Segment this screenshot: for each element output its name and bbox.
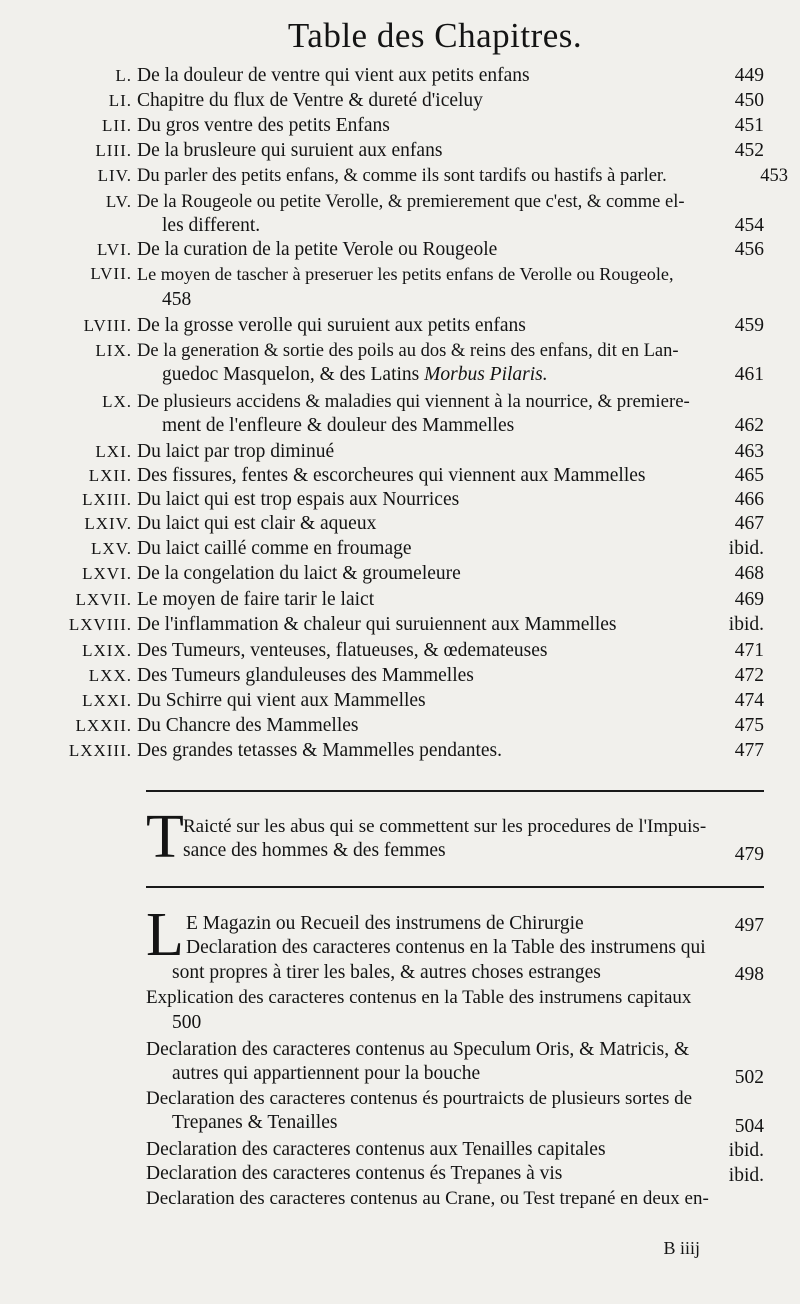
chapter-title: De la congelation du laict & groumeleure	[137, 563, 461, 584]
chapter-number: LXVI.	[82, 564, 132, 583]
page-number: 452	[734, 140, 764, 161]
chapter-number: LXVIII.	[68, 615, 132, 634]
chapter-title: Chapitre du flux de Ventre & dureté d'iceluy	[137, 90, 483, 111]
page-number: 479	[734, 844, 764, 865]
chapter-number: LXXI.	[82, 691, 132, 710]
drop-capital: L	[146, 901, 184, 969]
chapter-number: LII.	[102, 116, 132, 135]
chapter-title: Du Chancre des Mammelles	[137, 715, 359, 736]
section-divider	[146, 886, 764, 888]
chapter-title: De la brusleure qui suruient aux enfans	[137, 140, 443, 161]
chapter-title: Du laict qui est trop espais aux Nourrices	[137, 489, 460, 510]
page-number: 498	[734, 964, 764, 985]
chapter-title-continuation: ment de l'enfleure & douleur des Mammelles	[162, 415, 515, 436]
page-number: 500	[172, 1012, 202, 1033]
page-number: 468	[734, 563, 764, 584]
chapter-title-continuation	[162, 363, 760, 387]
section-heading-line: Raicté sur les abus qui se commettent sur les procedures de l'Impuis-	[183, 816, 707, 837]
page-number: 504	[734, 1116, 764, 1137]
page-number: 471	[734, 640, 764, 661]
page-number: 475	[734, 715, 764, 736]
entry-line: Declaration des caracteres contenus au Crane, ou Test trepané en deux en-	[146, 1188, 709, 1209]
section-divider	[146, 790, 764, 792]
chapter-number: LIX.	[95, 341, 132, 360]
section-heading-line: sance des hommes & des femmes	[183, 840, 446, 861]
page-number: ibid.	[728, 1140, 764, 1161]
chapter-number: LXV.	[91, 539, 132, 558]
entry-line: Declaration des caracteres contenus és pourtraicts de plusieurs sortes de	[146, 1088, 693, 1109]
entry-line: Declaration des caracteres contenus és Trepanes à vis	[146, 1163, 563, 1184]
chapter-number: LX.	[102, 392, 132, 411]
chapter-title: Des Tumeurs, venteuses, flatueuses, & œdemateuses	[137, 640, 548, 661]
entry-line: Trepanes & Tenailles	[172, 1112, 338, 1133]
chapter-title: De la generation & sortie des poils au dos & reins des enfans, dit en Lan-	[137, 341, 679, 361]
page-number: 469	[734, 589, 764, 610]
chapter-number: LVI.	[96, 240, 132, 259]
chapter-title: Du Schirre qui vient aux Mammelles	[137, 690, 426, 711]
chapter-number: LIV.	[97, 166, 132, 185]
entry-line: E Magazin ou Recueil des instrumens de Chirurgie	[186, 913, 584, 934]
page-number: 472	[734, 665, 764, 686]
chapter-title: De la douleur de ventre qui vient aux petits enfans	[137, 65, 530, 86]
latin-term: Morbus Pilaris.	[424, 364, 548, 385]
page-number: 453	[760, 166, 788, 186]
chapter-title: De la curation de la petite Verole ou Rougeole	[137, 239, 498, 260]
entry-line: sont propres à tirer les bales, & autres choses estranges	[172, 962, 601, 983]
chapter-number: LI.	[108, 91, 132, 110]
page-number: 497	[734, 915, 764, 936]
chapter-title: Le moyen de faire tarir le laict	[137, 589, 375, 610]
chapter-number: LIII.	[95, 141, 132, 160]
chapter-title: Du laict qui est clair & aqueux	[137, 513, 377, 534]
entry-line: Declaration des caracteres contenus aux Tenailles capitales	[146, 1139, 606, 1160]
chapter-number: LVII.	[90, 264, 132, 283]
chapter-number: L.	[115, 66, 132, 85]
chapter-title: Des fissures, fentes & escorcheures qui viennent aux Mammelles	[137, 465, 646, 486]
chapter-number: LVIII.	[83, 316, 132, 335]
chapter-title-continuation: les different.	[162, 215, 261, 236]
page-number: 449	[734, 65, 764, 86]
chapter-title: Des grandes tetasses & Mammelles pendantes.	[137, 740, 502, 761]
chapter-title: Du gros ventre des petits Enfans	[137, 115, 390, 136]
chapter-title: De plusieurs accidens & maladies qui viennent à la nourrice, & premiere-	[137, 391, 690, 412]
signature-mark: B iiij	[663, 1238, 700, 1258]
page-number: 456	[734, 239, 764, 260]
page-number: 467	[734, 513, 764, 534]
chapter-number: LXIII.	[82, 490, 132, 509]
continuation-text: guedoc Masquelon, & des Latins	[162, 364, 420, 385]
chapter-number: LXVII.	[75, 590, 132, 609]
page-number: 459	[734, 315, 764, 336]
entry-line: Declaration des caracteres contenus au Speculum Oris, & Matricis, &	[146, 1039, 690, 1060]
chapter-number: LXXIII.	[68, 741, 132, 760]
page-number: ibid.	[728, 614, 764, 635]
page-number: 454	[734, 215, 764, 236]
chapter-title: De l'inflammation & chaleur qui suruiennent aux Mammelles	[137, 614, 617, 635]
page-number: 502	[734, 1067, 764, 1088]
page-number: ibid.	[728, 1165, 764, 1186]
chapter-title: Du laict caillé comme en froumage	[137, 538, 412, 559]
page-number: 465	[734, 465, 764, 486]
drop-capital: T	[146, 803, 184, 871]
page-number: 462	[734, 415, 764, 436]
page-number: 463	[734, 441, 764, 462]
chapter-title: Le moyen de tascher à preseruer les petits enfans de Verolle ou Rougeole,	[137, 264, 674, 284]
chapter-number: LV.	[105, 192, 132, 211]
chapter-number: LXIV.	[84, 514, 132, 533]
chapter-title: Du parler des petits enfans, & comme ils sont tardifs ou hastifs à parler.	[137, 166, 667, 186]
chapter-title: De la grosse verolle qui suruient aux petits enfans	[137, 315, 526, 336]
chapter-title: De la Rougeole ou petite Verolle, & premierement que c'est, & comme el-	[137, 192, 685, 212]
page-title: Table des Chapitres.	[287, 16, 583, 55]
entry-line: Declaration des caracteres contenus en la Table des instrumens qui	[186, 937, 706, 958]
page-number: 450	[734, 90, 764, 111]
chapter-title: Des Tumeurs glanduleuses des Mammelles	[137, 665, 474, 686]
chapter-number: LXX.	[88, 666, 132, 685]
chapter-number: LXIX.	[82, 641, 132, 660]
chapter-title: Du laict par trop diminué	[137, 441, 335, 462]
page-number: 474	[734, 690, 764, 711]
chapter-number: LXI.	[95, 442, 132, 461]
chapter-number: LXXII.	[75, 716, 132, 735]
entry-line: Explication des caracteres contenus en la Table des instrumens capitaux	[146, 987, 692, 1008]
page-number: 461	[734, 364, 764, 385]
chapter-number: LXII.	[88, 466, 132, 485]
page-number: ibid.	[728, 538, 764, 559]
entry-line: autres qui appartiennent pour la bouche	[172, 1063, 481, 1084]
page-number: 466	[734, 489, 764, 510]
page-number: 458	[162, 289, 192, 310]
page-number: 451	[734, 115, 764, 136]
page-number: 477	[734, 740, 764, 761]
